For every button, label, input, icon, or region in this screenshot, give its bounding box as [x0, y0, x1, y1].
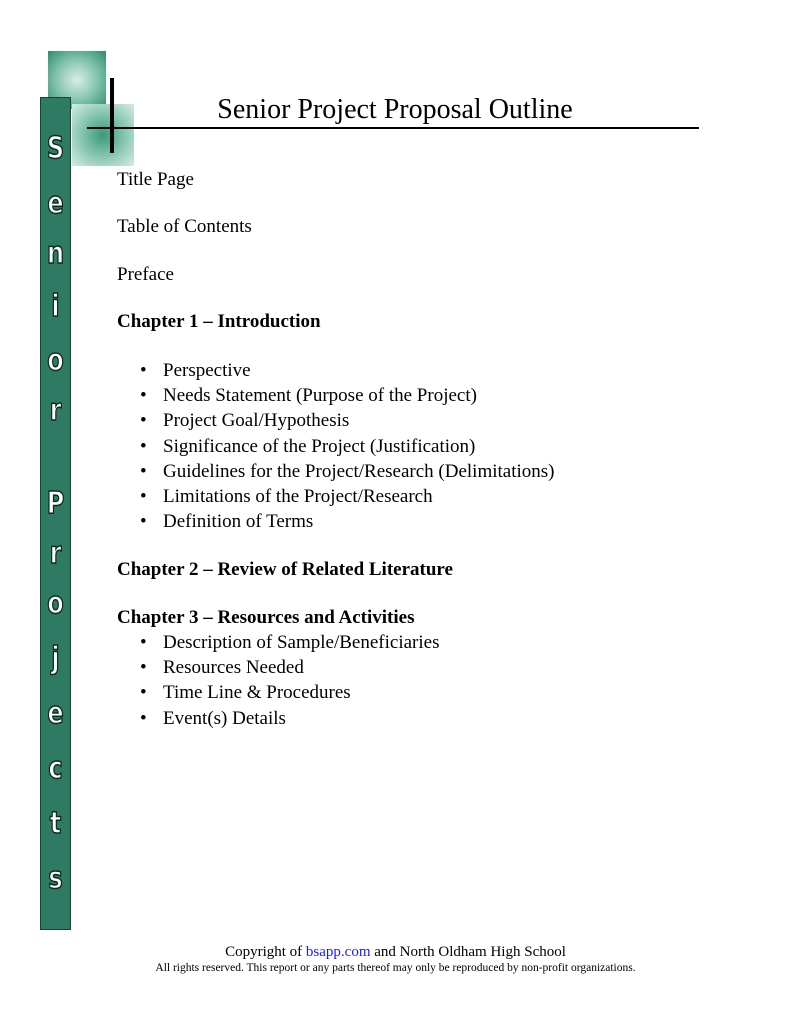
sidebar-letter: P — [46, 486, 65, 521]
sidebar-letter: r — [49, 393, 62, 428]
page-title: Senior Project Proposal Outline — [217, 94, 573, 125]
rights-notice: All rights reserved. This report or any parts thereof may only be reproduced by non-profit organizations. — [155, 962, 636, 974]
list-item: • Needs Statement (Purpose of the Project) — [140, 385, 477, 407]
list-item: • Significance of the Project (Justification) — [140, 436, 475, 458]
section-title-page: Title Page — [117, 169, 194, 190]
list-item: • Resources Needed — [140, 657, 304, 679]
sidebar-banner — [40, 97, 71, 930]
title-underline — [87, 127, 699, 129]
copyright-line: Copyright of bsapp.com and North Oldham High School — [225, 944, 566, 960]
list-item: • Event(s) Details — [140, 708, 286, 730]
list-item: • Perspective — [140, 360, 251, 382]
bsapp-link[interactable]: bsapp.com — [305, 944, 371, 960]
sidebar-letter: o — [47, 586, 64, 621]
sidebar-letter: e — [47, 186, 64, 221]
chapter1-heading: Chapter 1 – Introduction — [117, 311, 321, 332]
sidebar-letter: c — [48, 751, 63, 786]
sidebar-letter: j — [51, 641, 60, 676]
decorative-vertical-line — [110, 78, 114, 153]
list-item: • Definition of Terms — [140, 511, 313, 533]
section-table-of-contents: Table of Contents — [117, 216, 252, 237]
sidebar-letter: t — [49, 806, 62, 841]
chapter3-heading: Chapter 3 – Resources and Activities — [117, 607, 415, 628]
chapter2-heading: Chapter 2 – Review of Related Literature — [117, 559, 453, 580]
list-item: • Guidelines for the Project/Research (Delimitations) — [140, 461, 555, 483]
sidebar-letter: r — [49, 536, 62, 571]
list-item: • Project Goal/Hypothesis — [140, 410, 349, 432]
sidebar-letter: e — [47, 696, 64, 731]
section-preface: Preface — [117, 264, 174, 285]
sidebar-letter: S — [46, 131, 65, 166]
sidebar-letter: o — [47, 343, 64, 378]
list-item: • Time Line & Procedures — [140, 682, 351, 704]
decorative-square — [72, 104, 134, 166]
sidebar-letter: s — [48, 861, 63, 896]
list-item: • Limitations of the Project/Research — [140, 486, 433, 508]
sidebar-letter: n — [46, 236, 65, 271]
list-item: • Description of Sample/Beneficiaries — [140, 632, 439, 654]
sidebar-letter: i — [51, 289, 60, 324]
